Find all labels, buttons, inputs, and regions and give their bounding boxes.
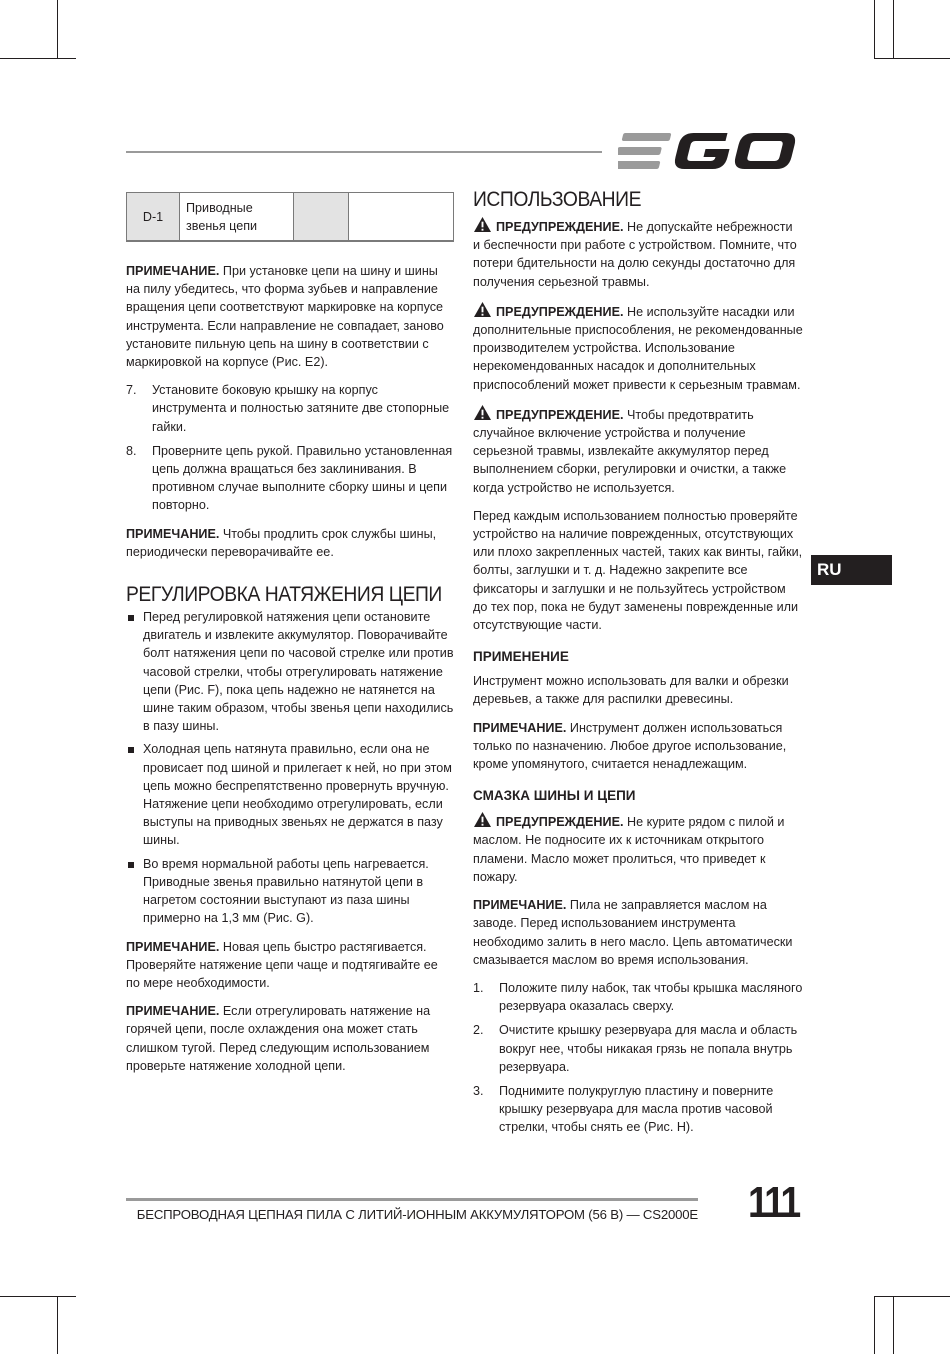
bullet-text: Во время нормальной работы цепь нагревается. Приводные звенья правильно натянутой цепи в нагретом состоянии выступают из паза шины примерно на 1,3 мм (Рис. G). — [143, 856, 429, 926]
note-text: Чтобы продлить срок службы шины, периодически переворачивайте ее. — [126, 526, 437, 559]
note-text: Инструмент должен использоваться только по назначению. Любое другое использование, кроме упомянутого, считается ненадлежащим. — [473, 720, 787, 772]
warning-text: Не используйте насадки или дополнительные приспособления, не рекомендованные производителем устройства. Использование нерекомендованных насадок и дополнительных приспособлений может привести к серьезным травмам. — [473, 304, 803, 392]
warning-triangle-icon — [473, 811, 492, 828]
crop-mark-bottom-right-v2 — [874, 1296, 875, 1354]
square-bullet-icon — [128, 862, 134, 868]
bullet-text: Холодная цепь натянута правильно, если она не провисает под шиной и прилегает к ней, но при этом цепь можно беспрепятственно провернуть вручную. Натяжение цепи необходимо отрегулировать, если выступы на приводных звеньях не держатся в пазу шины. — [143, 742, 452, 848]
table-cell-name: Приводные звенья цепи — [180, 193, 294, 242]
crop-mark-top-left-h — [0, 58, 76, 59]
warning-paragraph — [473, 216, 803, 291]
note-label: ПРИМЕЧАНИЕ. — [473, 720, 567, 735]
step-number: 7. — [126, 383, 137, 398]
step-text: Поднимите полукруглую пластину и поверните крышку резервуара для масла против часовой стрелки, чтобы снять ее (Рис. H). — [499, 1083, 774, 1135]
list-item — [126, 740, 454, 849]
page-number: 111 — [748, 1178, 799, 1227]
note-text: Если отрегулировать натяжение на горячей цепи, после охлаждения она может стать слишком тугой. Перед следующим использованием проверьте натяжение холодной цепи. — [126, 1004, 431, 1073]
crop-mark-bottom-left-v — [57, 1296, 58, 1354]
warning-paragraph — [473, 404, 803, 497]
table-cell-empty-1 — [294, 193, 349, 242]
crop-mark-top-right-v2 — [874, 0, 875, 59]
crop-mark-bottom-right-h — [874, 1296, 950, 1297]
header-rule — [126, 151, 602, 153]
list-item — [126, 608, 454, 735]
table-cell-code: D-1 — [127, 193, 180, 242]
ego-logo — [618, 131, 800, 171]
steps-list — [126, 381, 454, 514]
warning-label: ПРЕДУПРЕЖДЕНИЕ. — [496, 407, 624, 422]
warning-triangle-icon — [473, 216, 492, 233]
note-paragraph — [126, 1002, 454, 1075]
parts-table — [126, 192, 454, 242]
subheading-lubrication: СМАЗКА ШИНЫ И ЦЕПИ — [473, 788, 636, 804]
right-column — [473, 188, 803, 1147]
section-title-usage: ИСПОЛЬЗОВАНИЕ — [473, 188, 642, 211]
step-text: Очистите крышку резервуара для масла и область вокруг нее, чтобы никакая грязь не попала внутрь резервуара. — [499, 1023, 798, 1074]
list-item — [473, 979, 803, 1015]
left-column — [126, 192, 454, 1085]
list-item — [126, 855, 454, 928]
note-paragraph — [473, 719, 803, 774]
inspection-paragraph: Перед каждым использованием полностью проверяйте устройство на наличие поврежденных, отсутствующих или плохо закрепленных частей, таких как винты, гайки, болты, заглушки и т. д. Надежно закрепите все фиксаторы и заглушки и не пользуйтесь устройством до тех пор, пока не будут заменены поврежденные или отсутствующие части. — [473, 508, 803, 633]
bullet-list — [126, 608, 454, 927]
section-title-chain-tension: РЕГУЛИРОВКА НАТЯЖЕНИЯ ЦЕПИ — [126, 583, 442, 607]
crop-mark-bottom-left-h — [0, 1296, 76, 1297]
step-text: Проверните цепь рукой. Правильно установленная цепь должна вращаться без заклинивания. В противном случае выполните сборку шины и цепи повторно. — [152, 443, 453, 513]
note-label: ПРИМЕЧАНИЕ. — [473, 898, 567, 913]
steps-list — [473, 979, 803, 1137]
note-text: При установке цепи на шину и шины на пилу убедитесь, что форма зубьев и направление вращения цепи соответствуют маркировке на корпусе инструмента. Если направление не совпадает, заново установите пильную цепь на шину в соответствии с маркировкой на корпусе (Рис. E2). — [126, 264, 444, 370]
note-label: ПРИМЕЧАНИЕ. — [126, 939, 220, 954]
note-paragraph — [473, 896, 803, 969]
warning-label: ПРЕДУПРЕЖДЕНИЕ. — [496, 220, 624, 234]
bullet-text: Перед регулировкой натяжения цепи остановите двигатель и извлеките аккумулятор. Поворачивайте болт натяжения цепи по часовой стрелке или против часовой стрелки, чтобы отрегулировать натяжение цепи (Рис. F), пока цепь надежно не натянется на шине таким образом, чтобы звенья цепи находились в пазу шины. — [143, 610, 454, 734]
note-paragraph — [126, 262, 454, 371]
note-paragraph — [126, 938, 454, 993]
list-item — [473, 1021, 803, 1076]
step-number: 1. — [473, 980, 484, 995]
language-tab: RU — [811, 555, 892, 585]
warning-triangle-icon — [473, 301, 492, 318]
note-text: Новая цепь быстро растягивается. Проверяйте натяжение цепи чаще и подтягивайте ее по мере необходимости. — [126, 939, 438, 990]
crop-mark-top-right-h — [874, 58, 950, 59]
list-item — [473, 1082, 803, 1137]
warning-triangle-icon — [473, 404, 492, 421]
step-number: 2. — [473, 1023, 484, 1038]
list-item — [126, 442, 454, 515]
table-row — [127, 193, 454, 242]
note-label: ПРИМЕЧАНИЕ. — [126, 1004, 220, 1019]
square-bullet-icon — [128, 615, 134, 621]
warning-text: Чтобы предотвратить случайное включение устройства и получение серьезной травмы, извлекайте аккумулятор перед выполнением сборки, регулировки и очистки, а также когда устройство не используется. — [473, 407, 787, 495]
list-item — [126, 381, 454, 436]
table-cell-empty-2 — [349, 193, 454, 242]
warning-text: Не курите рядом с пилой и маслом. Не подносите их к источникам открытого пламени. Масло может пролиться, что приведет к пожару. — [473, 815, 785, 884]
step-text: Положите пилу набок, так чтобы крышка масляного резервуара оказалась сверху. — [499, 980, 803, 1014]
footer-title: БЕСПРОВОДНАЯ ЦЕПНАЯ ПИЛА С ЛИТИЙ-ИОННЫМ АККУМУЛЯТОРОМ (56 В) — CS2000E — [136, 1207, 698, 1222]
step-number: 8. — [126, 443, 137, 458]
warning-paragraph — [473, 301, 803, 394]
subheading-application: ПРИМЕНЕНИЕ — [473, 649, 569, 665]
warning-label: ПРЕДУПРЕЖДЕНИЕ. — [496, 815, 624, 830]
warning-paragraph — [473, 811, 803, 886]
note-label: ПРИМЕЧАНИЕ. — [126, 264, 220, 278]
step-number: 3. — [473, 1083, 484, 1098]
note-label: ПРИМЕЧАНИЕ. — [126, 526, 220, 541]
warning-text: Не допускайте небрежности и беспечности при работе с устройством. Помните, что потери бдительности на долю секунды достаточно для получения серьезной травмы. — [473, 220, 797, 289]
application-paragraph: Инструмент можно использовать для валки и обрезки деревьев, а также для распилки древесины. — [473, 674, 789, 707]
crop-mark-bottom-right-v — [893, 1296, 894, 1354]
crop-mark-top-right-v — [893, 0, 894, 59]
step-text: Установите боковую крышку на корпус инструмента и полностью затяните две стопорные гайки. — [152, 383, 450, 434]
footer-rule — [126, 1198, 698, 1201]
note-text: Пила не заправляется маслом на заводе. Перед использованием инструмента необходимо залить в него масло. Цепь автоматически смазывается маслом во время использования. — [473, 898, 793, 967]
warning-label: ПРЕДУПРЕЖДЕНИЕ. — [496, 304, 624, 319]
note-paragraph — [126, 525, 454, 561]
square-bullet-icon — [128, 747, 134, 753]
crop-mark-top-left-v — [57, 0, 58, 59]
